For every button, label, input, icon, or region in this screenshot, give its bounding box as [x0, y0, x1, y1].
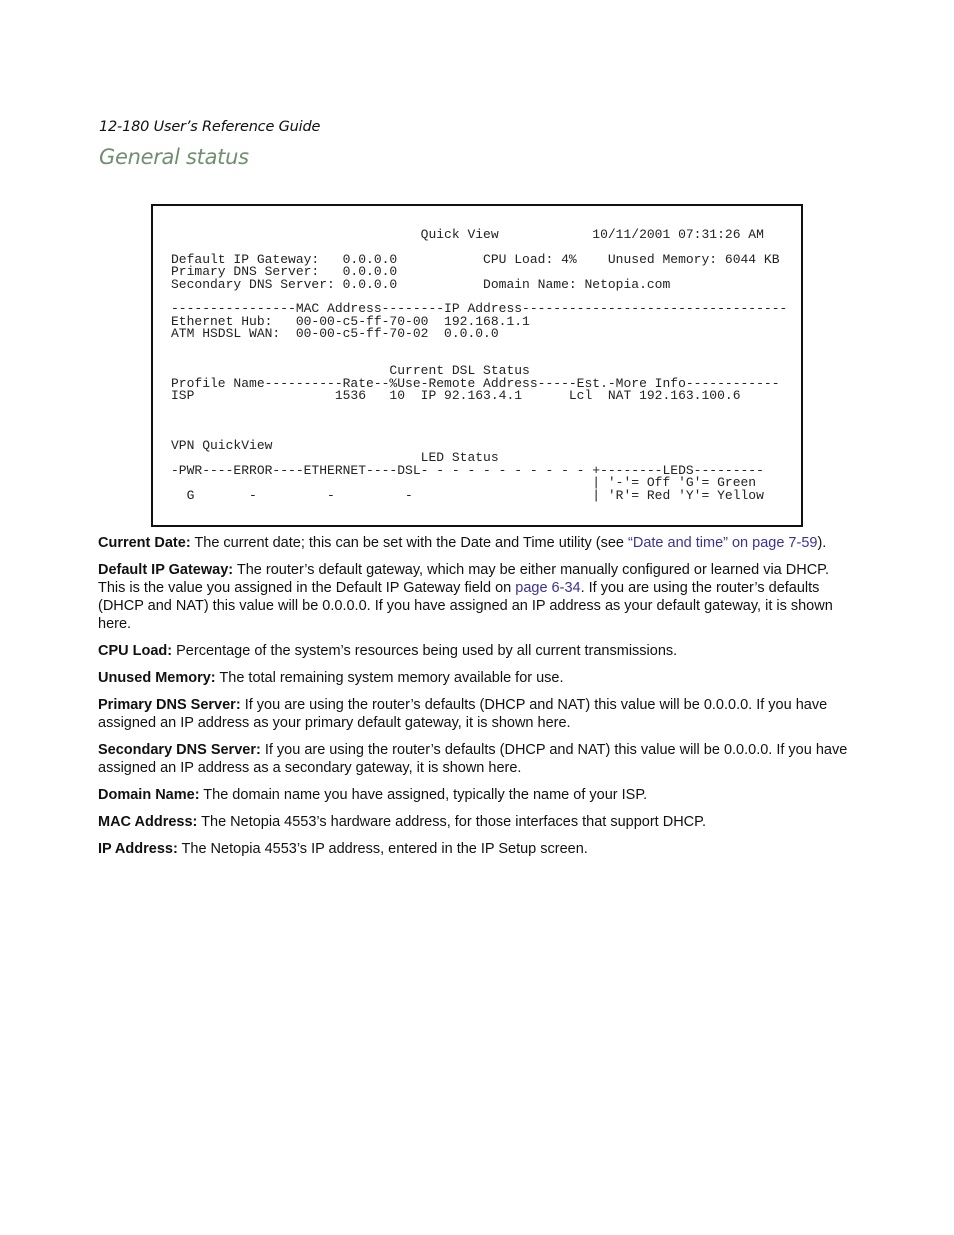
quick-view-screen — [151, 204, 803, 527]
description: The domain name you have assigned, typically the name of your ISP. — [199, 787, 648, 803]
terminal-line: Default IP Gateway: 0.0.0.0 CPU Load: 4% Unused Memory: 6044 KB — [171, 251, 780, 267]
description: The Netopia 4553’s IP address, entered in the IP Setup screen. — [177, 841, 588, 857]
terminal-line — [171, 403, 787, 415]
terminal-line: Ethernet Hub: 00-00-c5-ff-70-00 192.168.1.1 — [171, 313, 530, 329]
description: The total remaining system memory available for use. — [215, 670, 564, 686]
definition-domain-name — [98, 786, 858, 804]
description: Percentage of the system’s resources being used by all current transmissions. — [172, 643, 678, 659]
cross-reference-link[interactable]: “Date and time” on page 7-59 — [628, 535, 818, 551]
term: Secondary DNS Server: — [98, 742, 261, 758]
description: The router’s default gateway, which may be either manually configured or learned via DHCP. This is the value you assigned in the Default IP Gateway field on — [98, 562, 830, 596]
terminal-line — [171, 415, 787, 427]
term: IP Address: — [98, 841, 178, 857]
definition-cpu-load — [98, 642, 858, 660]
term: Default IP Gateway: — [98, 562, 234, 578]
terminal-line: ISP 1536 10 IP 92.163.4.1 Lcl NAT 192.163.100.6 — [171, 388, 741, 404]
definition-ip-address — [98, 840, 858, 858]
terminal-line: LED Status — [171, 450, 499, 466]
section-title: General status — [99, 145, 249, 169]
terminal-line: ----------------MAC Address--------IP Address---------------------------------- — [171, 301, 788, 317]
terminal-line: Current DSL Status — [171, 363, 530, 379]
term: CPU Load: — [98, 643, 173, 659]
term: Unused Memory: — [98, 670, 216, 686]
description: The Netopia 4553’s hardware address, for those interfaces that support DHCP. — [197, 814, 706, 830]
terminal-line: Primary DNS Server: 0.0.0.0 — [171, 264, 398, 280]
term: Current Date: — [98, 535, 191, 551]
terminal-line: -PWR----ERROR----ETHERNET----DSL- - - - - - - - - - - +--------LEDS--------- — [171, 462, 764, 478]
definitions-list — [98, 534, 858, 867]
terminal-line: ATM HSDSL WAN: 00-00-c5-ff-70-02 0.0.0.0 — [171, 326, 499, 342]
description: If you are using the router’s defaults (DHCP and NAT) this value will be 0.0.0.0. If you have assigned an IP address as your primary default gateway, it is shown here. — [98, 697, 828, 731]
definition-mac-address — [98, 813, 858, 831]
definition-current-date — [98, 534, 858, 552]
term: MAC Address: — [98, 814, 198, 830]
term: Primary DNS Server: — [98, 697, 241, 713]
terminal-line: G - - - | 'R'= Red 'Y'= Yellow — [171, 487, 764, 503]
description-end: . If you are using the router’s defaults (DHCP and NAT) this value will be 0.0.0.0. If you have assigned an IP address as your default gateway, it is shown here. — [98, 580, 833, 632]
description-end: ). — [817, 535, 827, 551]
definition-unused-memory — [98, 669, 858, 687]
terminal-line: Secondary DNS Server: 0.0.0.0 Domain Name: Netopia.com — [171, 276, 671, 292]
description: If you are using the router’s defaults (DHCP and NAT) this value will be 0.0.0.0. If you have assigned an IP address as a secondary gateway, it is shown here. — [98, 742, 848, 776]
terminal-text — [171, 229, 787, 502]
terminal-line: | '-'= Off 'G'= Green — [171, 475, 757, 491]
definition-primary-dns — [98, 696, 858, 732]
cross-reference-link[interactable]: page 6-34 — [515, 580, 581, 596]
terminal-line: Quick View 10/11/2001 07:31:26 AM — [171, 227, 764, 242]
definition-secondary-dns — [98, 741, 858, 777]
running-header: 12-180 User’s Reference Guide — [99, 119, 321, 135]
term: Domain Name: — [98, 787, 200, 803]
definition-default-gateway — [98, 561, 858, 633]
terminal-line — [171, 341, 787, 353]
description: The current date; this can be set with the Date and Time utility (see — [190, 535, 629, 551]
terminal-line: VPN QuickView — [171, 437, 273, 453]
terminal-line: Profile Name----------Rate--%Use-Remote Address-----Est.-More Info------------ — [171, 375, 780, 391]
